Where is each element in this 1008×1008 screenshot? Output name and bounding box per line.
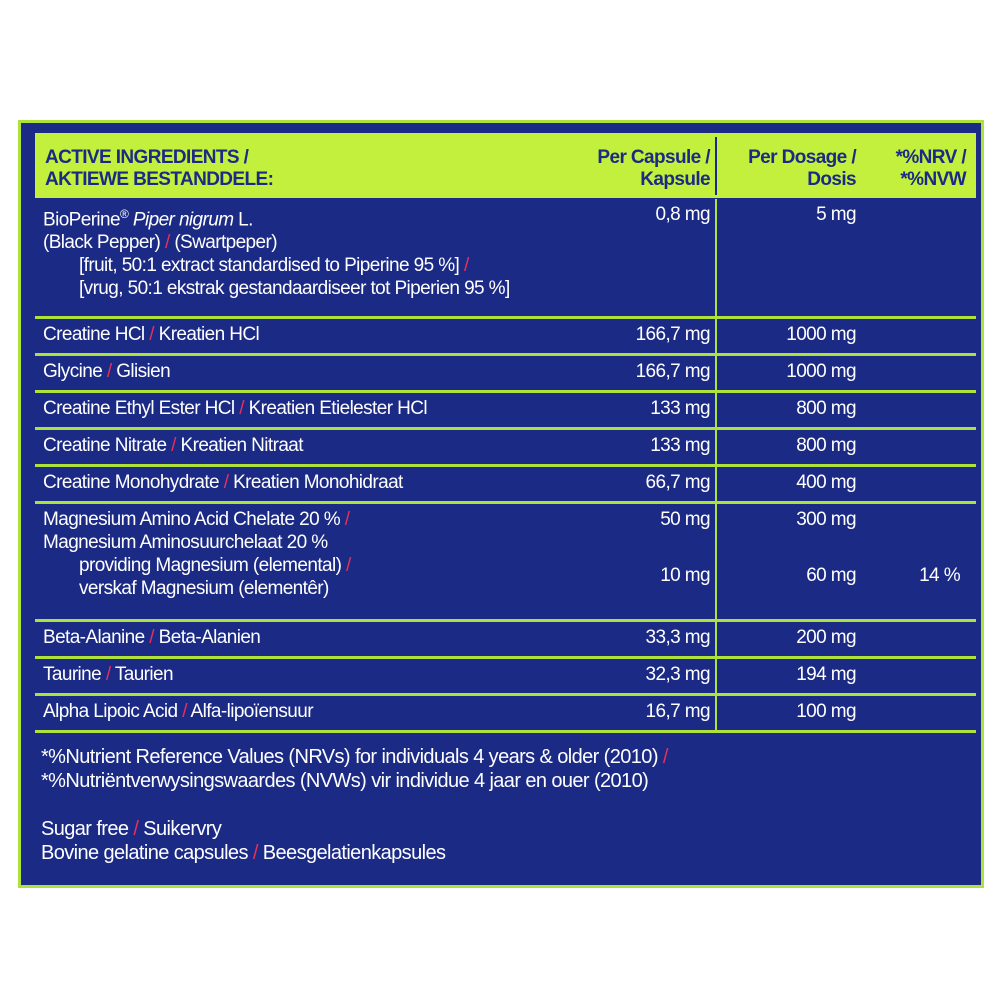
header-nrv-en: *%NRV / [895, 147, 966, 168]
separator-slash: / [252, 842, 258, 864]
table-row [35, 430, 976, 467]
nrv-note-en: *%Nutrient Reference Values (NRVs) for individuals 4 years & older (2010) [41, 746, 658, 768]
per-capsule-value: 133 mg [650, 435, 710, 456]
magnesium-elemental-en: providing Magnesium (elemental) [79, 555, 342, 576]
bioperine-author: L. [238, 209, 253, 231]
per-dosage-elemental-value: 60 mg [806, 565, 856, 586]
ingredient-name: Creatine Nitrate / Kreatien Nitraat [43, 435, 303, 456]
supplement-facts-panel [18, 120, 984, 888]
header-nrv-af: *%NVW [900, 169, 966, 190]
ingredient-name: Taurine / Taurien [43, 664, 173, 685]
ingredient-name: Alpha Lipoic Acid / Alfa-lipoïensuur [43, 701, 313, 722]
table-row [35, 393, 976, 430]
bioperine-extract-en: [fruit, 50:1 extract standardised to Piperine 95 %] [79, 255, 460, 277]
ingredient-name: Creatine Ethyl Ester HCl / Kreatien Etielester HCl [43, 398, 427, 419]
table-row [35, 356, 976, 393]
ingredient-name: Creatine Monohydrate / Kreatien Monohidraat [43, 472, 403, 493]
per-dosage-value: 5 mg [816, 204, 856, 225]
table-row [35, 319, 976, 356]
separator-slash: / [164, 232, 170, 254]
header-per-dosage [748, 147, 856, 191]
header-ingredients-en: ACTIVE INGREDIENTS / [45, 147, 249, 168]
per-capsule-value: 133 mg [650, 398, 710, 419]
header-divider-1 [715, 137, 717, 195]
column-divider [715, 393, 717, 427]
per-capsule-elemental-value: 10 mg [660, 565, 710, 586]
product-notes [41, 817, 445, 865]
nrv-note-af: *%Nutriëntverwysingswaardes (NVWs) vir individue 4 jaar en ouer (2010) [41, 770, 649, 792]
column-divider [715, 199, 717, 316]
nrv-value: 14 % [919, 565, 960, 586]
bioperine-common-af: (Swartpeper) [174, 232, 277, 254]
ingredient-name: Beta-Alanine / Beta-Alanien [43, 627, 261, 648]
header-ingredients [45, 147, 273, 191]
column-divider [715, 319, 717, 353]
table-row [35, 622, 976, 659]
per-capsule-value: 0,8 mg [655, 204, 710, 225]
header-per-capsule [597, 147, 710, 191]
per-capsule-value: 66,7 mg [645, 472, 710, 493]
header-per-capsule-af: Kapsule [640, 169, 710, 190]
column-divider [715, 504, 717, 619]
column-divider [715, 430, 717, 464]
bioperine-brand: BioPerine [43, 209, 120, 231]
per-capsule-value: 50 mg [660, 509, 710, 530]
table-header [35, 133, 976, 198]
header-per-dosage-en: Per Dosage / [748, 147, 856, 168]
per-dosage-value: 1000 mg [786, 361, 856, 382]
per-capsule-value: 16,7 mg [645, 701, 710, 722]
per-capsule-value: 166,7 mg [635, 324, 710, 345]
ingredient-name: Glycine / Glisien [43, 361, 171, 382]
column-divider [715, 467, 717, 501]
header-nrv [896, 147, 966, 191]
bioperine-extract-af: [vrug, 50:1 ekstrak gestandaardiseer tot Piperien 95 %] [79, 278, 510, 300]
column-divider [715, 622, 717, 656]
capsule-type-af: Beesgelatienkapsules [262, 842, 446, 864]
column-divider [715, 356, 717, 390]
column-divider [715, 659, 717, 693]
nrv-footnote [41, 745, 668, 793]
per-capsule-value: 166,7 mg [635, 361, 710, 382]
table-row [35, 659, 976, 696]
table-row-magnesium [35, 504, 976, 622]
header-per-capsule-en: Per Capsule / [597, 147, 710, 168]
per-dosage-value: 200 mg [796, 627, 856, 648]
registered-mark: ® [119, 207, 129, 221]
capsule-type-en: Bovine gelatine capsules [41, 842, 248, 864]
per-dosage-value: 400 mg [796, 472, 856, 493]
separator-slash: / [346, 555, 351, 576]
separator-slash: / [463, 255, 469, 277]
magnesium-name-af: Magnesium Aminosuurchelaat 20 % [43, 532, 328, 553]
separator-slash: / [133, 818, 139, 840]
per-capsule-value: 33,3 mg [645, 627, 710, 648]
magnesium-name-en: Magnesium Amino Acid Chelate 20 % [43, 509, 341, 530]
header-per-dosage-af: Dosis [807, 169, 856, 190]
ingredient-name: Creatine HCl / Kreatien HCl [43, 324, 260, 345]
per-capsule-value: 32,3 mg [645, 664, 710, 685]
per-dosage-value: 800 mg [796, 435, 856, 456]
table-row [35, 467, 976, 504]
bioperine-latin: Piper nigrum [132, 209, 234, 231]
per-dosage-value: 1000 mg [786, 324, 856, 345]
bioperine-common-en: (Black Pepper) [43, 232, 161, 254]
table-row-bioperine [35, 199, 976, 319]
ingredient-name [43, 203, 510, 300]
table-row [35, 696, 976, 733]
per-dosage-value: 800 mg [796, 398, 856, 419]
separator-slash: / [662, 746, 668, 768]
sugar-free-af: Suikervry [143, 818, 222, 840]
sugar-free-en: Sugar free [41, 818, 129, 840]
per-dosage-value: 100 mg [796, 701, 856, 722]
column-divider [715, 696, 717, 730]
ingredient-name [43, 508, 351, 600]
header-ingredients-af: AKTIEWE BESTANDDELE: [45, 169, 274, 190]
per-dosage-value: 194 mg [796, 664, 856, 685]
per-dosage-value: 300 mg [796, 509, 856, 530]
magnesium-elemental-af: verskaf Magnesium (elementêr) [79, 578, 329, 599]
separator-slash: / [344, 509, 350, 530]
